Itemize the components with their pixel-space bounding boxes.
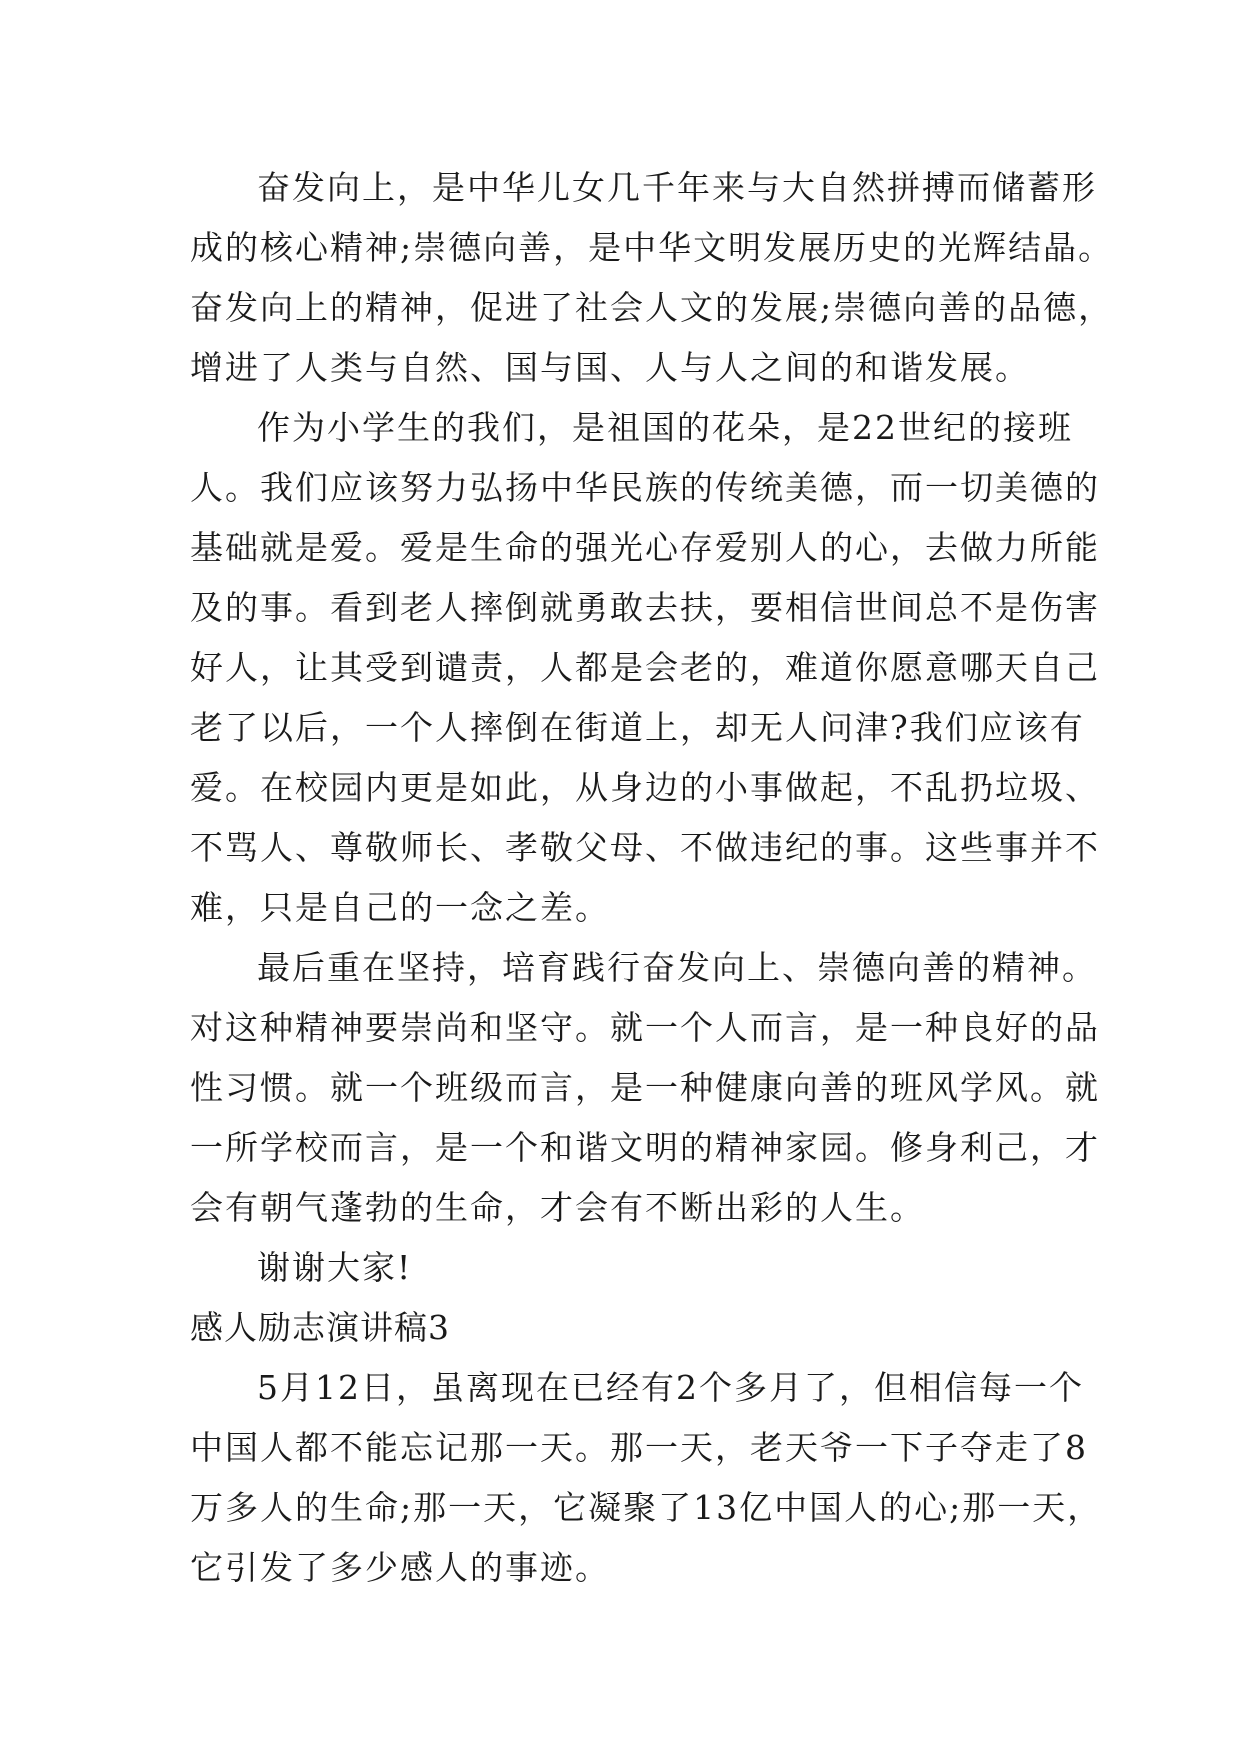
text-line: 奋发向上，是中华儿女几千年来与大自然拼搏而储蓄形 (257, 168, 1097, 207)
text-line: 增进了人类与自然、国与国、人与人之间的和谐发展。 (190, 348, 1030, 387)
text-line: 人。我们应该努力弘扬中华民族的传统美德，而一切美德的 (190, 468, 1100, 507)
text-line: 会有朝气蓬勃的生命，才会有不断出彩的人生。 (190, 1188, 925, 1227)
text-line: 难，只是自己的一念之差。 (190, 888, 610, 927)
text-line: 不骂人、尊敬师长、孝敬父母、不做违纪的事。这些事并不 (190, 828, 1100, 867)
text-line: 老了以后，一个人摔倒在街道上，却无人问津?我们应该有 (190, 708, 1085, 747)
text-line: 万多人的生命;那一天，它凝聚了13亿中国人的心;那一天， (190, 1488, 1103, 1527)
text-line: 奋发向上的精神，促进了社会人文的发展;崇德向善的品德， (190, 288, 1114, 327)
text-line: 作为小学生的我们，是祖国的花朵，是22世纪的接班 (257, 408, 1073, 447)
text-line: 及的事。看到老人摔倒就勇敢去扶，要相信世间总不是伤害 (190, 588, 1100, 627)
document-body (190, 158, 1114, 1598)
text-line: 谢谢大家! (257, 1248, 413, 1287)
text-line: 性习惯。就一个班级而言，是一种健康向善的班风学风。就 (190, 1068, 1100, 1107)
text-line: 对这种精神要崇尚和坚守。就一个人而言，是一种良好的品 (190, 1008, 1100, 1047)
text-line: 5月12日，虽离现在已经有2个多月了，但相信每一个 (257, 1368, 1084, 1407)
text-line: 基础就是爱。爱是生命的强光心存爱别人的心，去做力所能 (190, 528, 1100, 567)
text-line: 它引发了多少感人的事迹。 (190, 1548, 610, 1587)
text-line: 成的核心精神;崇德向善，是中华文明发展历史的光辉结晶。 (190, 228, 1114, 267)
text-line: 最后重在坚持，培育践行奋发向上、崇德向善的精神。 (257, 948, 1097, 987)
text-line: 爱。在校园内更是如此，从身边的小事做起，不乱扔垃圾、 (190, 768, 1100, 807)
text-line: 一所学校而言，是一个和谐文明的精神家园。修身利己，才 (190, 1128, 1100, 1167)
section-heading: 感人励志演讲稿3 (190, 1308, 450, 1347)
text-line: 好人，让其受到谴责，人都是会老的，难道你愿意哪天自己 (190, 648, 1100, 687)
text-line: 中国人都不能忘记那一天。那一天，老天爷一下子夺走了8 (190, 1428, 1088, 1467)
